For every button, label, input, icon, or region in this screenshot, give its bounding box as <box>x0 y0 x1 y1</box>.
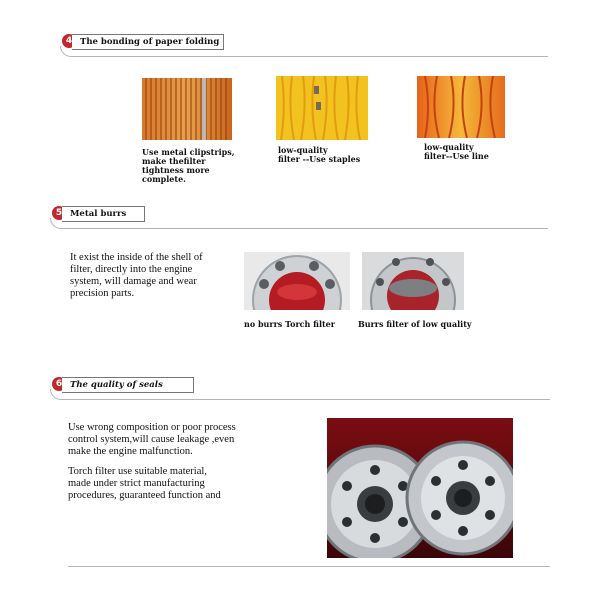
caption-line: Use metal clipstrips, <box>142 147 235 157</box>
caption-line: low-quality <box>424 142 474 152</box>
section-number-badge: 6 <box>52 377 66 391</box>
metal-burrs-description <box>70 252 203 300</box>
divider-curve <box>60 46 79 57</box>
no-burrs-filter-image <box>244 252 350 310</box>
paragraph-line: precision parts. <box>70 288 135 299</box>
caption-no-burrs: no burrs Torch filter <box>244 319 335 329</box>
section-number-badge: 4 <box>62 34 76 48</box>
paragraph-line: system, will damage and wear <box>70 276 197 287</box>
metal-clipstrip-paper-image <box>142 78 232 140</box>
line-sewn-paper-image <box>417 76 505 138</box>
paragraph-line: make the engine malfunction. <box>68 446 193 457</box>
caption-line: make thefilter <box>142 156 206 166</box>
section-4-header <box>62 34 242 54</box>
section-title: The bonding of paper folding <box>72 34 224 50</box>
paragraph-line: made under strict manufacturing <box>68 478 205 489</box>
paragraph-line: control system,will cause leakage ,even <box>68 434 235 445</box>
burrs-filter-image <box>362 252 464 310</box>
caption-burrs-low-quality: Burrs filter of low quality <box>358 319 472 329</box>
paragraph-line: Use wrong composition or poor process <box>68 422 236 433</box>
section-title: Metal burrs <box>62 206 145 222</box>
caption-line: tightness more <box>142 165 210 175</box>
caption-line: complete. <box>142 174 186 184</box>
staples-paper-image <box>276 76 368 140</box>
caption-line: filter--Use line <box>424 151 489 161</box>
divider-curve <box>50 218 69 229</box>
section-title: The quality of seals <box>62 377 194 393</box>
paragraph-line: procedures, guaranteed function and <box>68 490 221 501</box>
paragraph-line: Torch filter use suitable material, <box>68 466 207 477</box>
divider-line <box>68 228 548 229</box>
oil-filters-image <box>327 418 513 558</box>
bottom-divider-line <box>68 566 550 567</box>
caption-metal-clipstrips <box>142 148 235 184</box>
caption-line: filter --Use staples <box>278 154 361 164</box>
paragraph-line: filter, directly into the engine <box>70 264 193 275</box>
caption-line-sewn <box>424 143 489 161</box>
section-6-header <box>52 377 212 397</box>
torch-filter-description <box>68 466 221 502</box>
seal-quality-description <box>68 422 236 458</box>
divider-line <box>78 56 548 57</box>
caption-staples <box>278 146 360 164</box>
divider-line <box>68 399 550 400</box>
section-5-header <box>52 206 192 226</box>
paragraph-line: It exist the inside of the shell of <box>70 252 203 263</box>
divider-curve <box>50 389 69 400</box>
section-number-badge: 5 <box>52 206 66 220</box>
caption-line: low-quality <box>278 145 328 155</box>
